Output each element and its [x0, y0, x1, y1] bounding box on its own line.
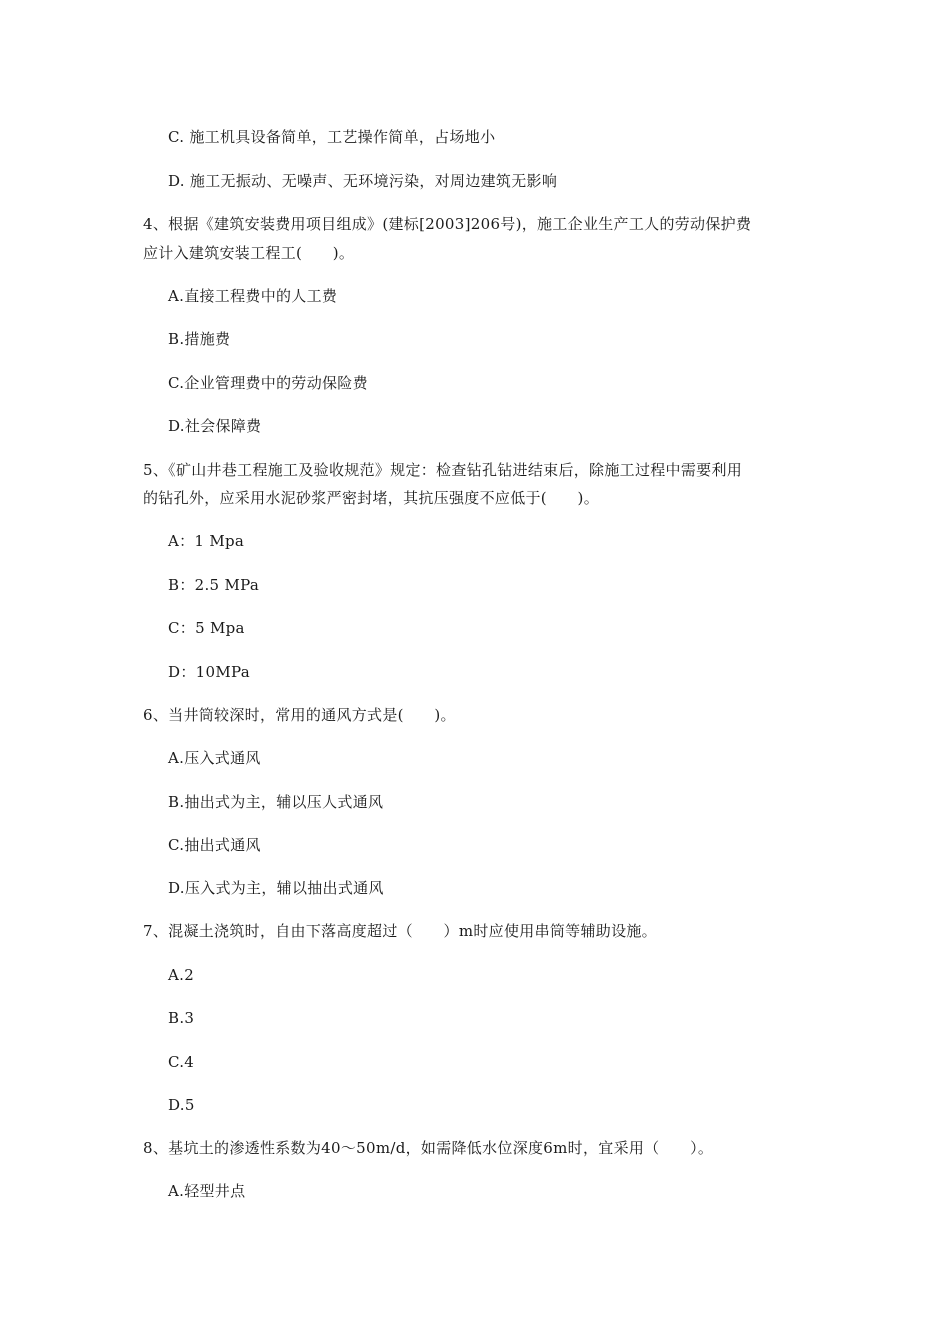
option-text: C.4: [168, 1053, 195, 1071]
option-text: C. 施工机具设备简单，工艺操作简单，占场地小: [168, 128, 496, 146]
option-text: D.社会保障费: [168, 417, 262, 435]
option-text: A.轻型井点: [168, 1182, 246, 1200]
option-text: B.抽出式为主，辅以压人式通风: [168, 793, 384, 811]
question-text: 7、混凝土浇筑时，自由下落高度超过（ ）m时应使用串筒等辅助设施。: [143, 922, 657, 940]
question-text-continued: 应计入建筑安装工程工( )。: [143, 244, 355, 262]
option-text: D.压入式为主，辅以抽出式通风: [168, 879, 384, 897]
option-text: B：2.5 MPa: [168, 576, 260, 594]
question-text: 6、当井筒较深时，常用的通风方式是( )。: [143, 706, 456, 724]
option-text: A：1 Mpa: [168, 532, 245, 550]
question-text: 8、基坑土的渗透性系数为40～50m/d，如需降低水位深度6m时，宜采用（ ）。: [143, 1139, 714, 1157]
option-text: A.压入式通风: [168, 749, 261, 767]
option-text: C：5 Mpa: [168, 619, 245, 637]
question-text: 4、根据《建筑安装费用项目组成》(建标[2003]206号)，施工企业生产工人的劳动保护费: [143, 215, 752, 233]
option-text: D：10MPa: [168, 663, 250, 681]
option-text: B.措施费: [168, 330, 231, 348]
question-text: 5、《矿山井巷工程施工及验收规范》规定：检查钻孔钻进结束后，除施工过程中需要利用: [143, 461, 743, 479]
option-text: C.抽出式通风: [168, 836, 261, 854]
option-text: A.2: [168, 966, 195, 984]
option-text: D.5: [168, 1096, 195, 1114]
question-text-continued: 的钻孔外，应采用水泥砂浆严密封堵，其抗压强度不应低于( )。: [143, 489, 600, 507]
option-text: A.直接工程费中的人工费: [168, 287, 338, 305]
option-text: D. 施工无振动、无噪声、无环境污染，对周边建筑无影响: [168, 172, 558, 190]
option-text: B.3: [168, 1009, 195, 1027]
option-text: C.企业管理费中的劳动保险费: [168, 374, 368, 392]
